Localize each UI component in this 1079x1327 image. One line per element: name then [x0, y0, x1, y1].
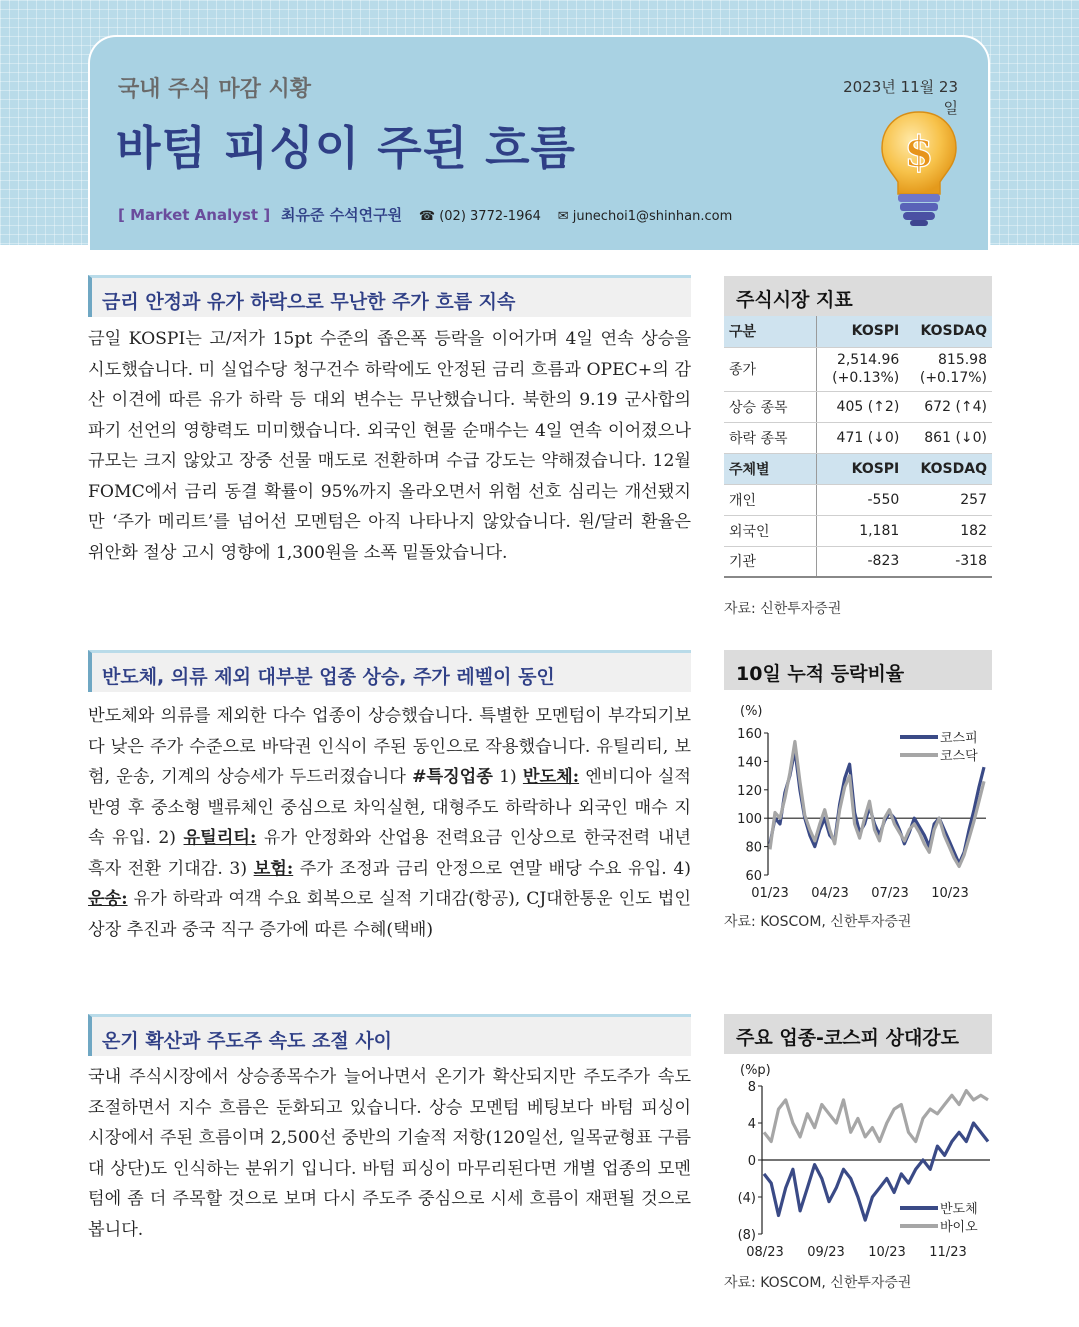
table-cell: 672 (↑4)	[904, 391, 992, 422]
sector1-text: 엔비디아 실적 반영 후 중소형 밸류체인 중심으로 차익실현, 대형주도 하락하나 외국인 매수 지속 유입.	[88, 767, 692, 848]
market-table-source: 자료: 신한투자증권	[724, 601, 842, 617]
chart2-title: 주요 업종-코스피 상대강도	[724, 1014, 992, 1054]
analyst-name: 최유준 수석연구원	[280, 206, 403, 224]
table-cell: 개인	[724, 484, 816, 515]
x-tick-label: 04/23	[811, 886, 849, 901]
market-table-title: 주식시장 지표	[724, 276, 992, 316]
sector4-text: 유가 하락과 여객 수요 회복으로 실적 기대감(항공), CJ대한통운 인도 법인 상장 추진과 중국 직구 증가에 따른 수혜(택배)	[88, 889, 691, 940]
table-cell: -550	[816, 484, 904, 515]
sector4-index: 4)	[673, 858, 691, 879]
y-tick-label: 140	[737, 755, 762, 771]
table-cell: KOSPI	[816, 453, 904, 484]
sector1-index: 1)	[499, 767, 523, 787]
table-row	[724, 391, 992, 422]
y-axis-unit: (%)	[740, 704, 763, 719]
y-tick-label: 0	[747, 1154, 756, 1169]
table-cell: 257	[904, 484, 992, 515]
table-cell: KOSDAQ	[904, 453, 992, 484]
kospi-change: (+0.13%)	[832, 370, 900, 386]
y-tick-label: 4	[747, 1117, 756, 1132]
table-header-row	[724, 453, 992, 484]
table-cell: KOSPI	[816, 316, 904, 347]
table-header-row	[724, 316, 992, 347]
sector-semiconductor: 반도체:	[522, 767, 580, 787]
feature-sector-tag: #특징업종	[412, 767, 493, 787]
report-date: 2023년 11월 23일	[843, 78, 958, 117]
table-row	[724, 484, 992, 515]
kosdaq-close: 815.98	[938, 352, 987, 368]
table-cell: 주체별	[724, 453, 816, 484]
sector3-index: 3)	[229, 858, 254, 879]
y-tick-label: (8)	[737, 1228, 756, 1243]
legend-label: 바이오	[940, 1220, 978, 1235]
y-tick-label: 160	[737, 727, 762, 742]
y-tick-label: 80	[745, 840, 762, 856]
y-tick-label: 120	[737, 783, 762, 799]
table-cell	[816, 347, 904, 391]
table-cell: 861 (↓0)	[904, 422, 992, 453]
analyst-email[interactable]: ✉ junechoi1@shinhan.com	[557, 209, 733, 224]
table-cell: 하락 종목	[724, 422, 816, 453]
sector2-text: 유가 안정화와 산업용 전력요금 인상으로 한국전력 내년 흑자 전환 기대감.	[88, 828, 691, 879]
table-cell: KOSDAQ	[904, 316, 992, 347]
table-cell: 기관	[724, 546, 816, 577]
svg-text:$: $	[904, 127, 934, 176]
table-cell: -318	[904, 546, 992, 577]
table-cell: 1,181	[816, 515, 904, 546]
x-tick-label: 07/23	[871, 886, 909, 901]
analyst-role: [ Market Analyst ]	[118, 206, 271, 224]
section-body-2	[88, 701, 691, 945]
table-row	[724, 515, 992, 546]
chart1-title: 10일 누적 등락비율	[724, 650, 992, 690]
advance-decline-ratio-chart	[724, 695, 992, 905]
market-indicator-table	[724, 316, 992, 578]
section-body-1: 금일 KOSPI는 고/저가 15pt 수준의 좁은폭 등락을 이어가며 4일 연속 상승을 시도했습니다. 미 실업수당 청구건수 하락에도 안정된 금리 흐름과 OPEC+의 감산 이견에 따른 유가 하락 등 대외 변수는 무난했습니다. 북한의 9.19 군사합의 파기 선언의 영향력도 미미했습니다. 외국인 현물 순매수는 4일 연속 이어졌으나 규모는 크지 않았고 장중 선물 매도로 전환하며 수급 강도는 약해졌습니다. 12월 FOMC에서 금리 동결 확률이 95%까지 올라오면서 위험 선호 심리는 개선됐지만 ‘주가 메리트’를 넘어선 모멘텀은 아직 나타나지 않았습니다. 원/달러 환율은 위안화 절상 고시 영향에 1,300원을 소폭 밑돌았습니다.	[88, 329, 691, 563]
table-cell: 구분	[724, 316, 816, 347]
x-tick-label: 01/23	[751, 886, 789, 901]
section-title-3: 온기 확산과 주도주 속도 조절 사이	[88, 1014, 691, 1056]
table-cell: 외국인	[724, 515, 816, 546]
legend-label: 코스닥	[940, 749, 978, 764]
report-title: 바텀 피싱이 주된 흐름	[116, 121, 576, 175]
table-cell: -823	[816, 546, 904, 577]
y-tick-label: (4)	[737, 1191, 756, 1206]
chart2-source: 자료: KOSCOM, 신한투자증권	[724, 1275, 912, 1291]
kospi-close: 2,514.96	[836, 352, 900, 368]
analyst-phone: ☎ (02) 3772-1964	[418, 209, 541, 224]
section2-intro: 반도체와 의류를 제외한 다수 업종이 상승했습니다. 특별한 모멘텀이 부각되기보다 낮은 주가 수준으로 바닥권 인식이 주된 동인으로 작용했습니다. 유틸리티, 보험, 운송, 기계의 상승세가 두드러졌습니다	[88, 706, 691, 787]
table-row	[724, 422, 992, 453]
sector-utility: 유틸리티:	[183, 828, 257, 848]
report-category: 국내 주식 마감 시황	[118, 77, 311, 102]
x-tick-label: 09/23	[807, 1245, 845, 1260]
table-cell: 405 (↑2)	[816, 391, 904, 422]
x-tick-label: 08/23	[746, 1245, 784, 1260]
kosdaq-change: (+0.17%)	[919, 370, 987, 386]
table-cell: 상승 종목	[724, 391, 816, 422]
relative-strength-chart	[724, 1058, 992, 1266]
legend-label: 코스피	[940, 731, 978, 746]
x-tick-label: 10/23	[931, 886, 969, 901]
x-tick-label: 10/23	[868, 1245, 906, 1260]
section-title-1: 금리 안정과 유가 하락으로 무난한 주가 흐름 지속	[88, 275, 691, 317]
x-tick-label: 11/23	[929, 1245, 967, 1260]
table-row	[724, 546, 992, 577]
chart1-source: 자료: KOSCOM, 신한투자증권	[724, 914, 912, 930]
table-cell: 182	[904, 515, 992, 546]
author-line	[118, 204, 732, 225]
sector3-text: 주가 조정과 금리 안정으로 연말 배당 수요 유입.	[293, 858, 674, 879]
money-lightbulb-icon	[878, 108, 960, 230]
sector-insurance: 보험:	[253, 858, 294, 879]
sector2-index: 2)	[158, 828, 184, 848]
table-cell: 종가	[724, 347, 816, 391]
legend-label: 반도체	[940, 1202, 978, 1217]
y-tick-label: 100	[737, 812, 762, 828]
table-cell	[904, 347, 992, 391]
y-tick-label: 8	[747, 1080, 756, 1095]
table-row	[724, 347, 992, 391]
section-title-2: 반도체, 의류 제외 대부분 업종 상승, 주가 레벨이 동인	[88, 650, 691, 692]
series-line-2	[764, 1091, 988, 1142]
section-body-3: 국내 주식시장에서 상승종목수가 늘어나면서 온기가 확산되지만 주도주가 속도 조절하면서 지수 흐름은 둔화되고 있습니다. 상승 모멘텀 베팅보다 바텀 피싱이 시장에서 주된 흐름이며 2,500선 중반의 기술적 저항(120일선, 일목균형표 구름대 상단)도 인식하는 분위기 입니다. 바텀 피싱이 마무리된다면 개별 업종의 모멘텀에 좀 더 주목할 것으로 보며 다시 주도주 중심으로 시세 흐름이 재편될 것으로 봅니다.	[88, 1067, 691, 1240]
y-tick-label: 60	[745, 869, 762, 884]
sector-transport: 운송:	[88, 889, 128, 909]
y-axis-unit: (%p)	[740, 1063, 771, 1078]
table-cell: 471 (↓0)	[816, 422, 904, 453]
